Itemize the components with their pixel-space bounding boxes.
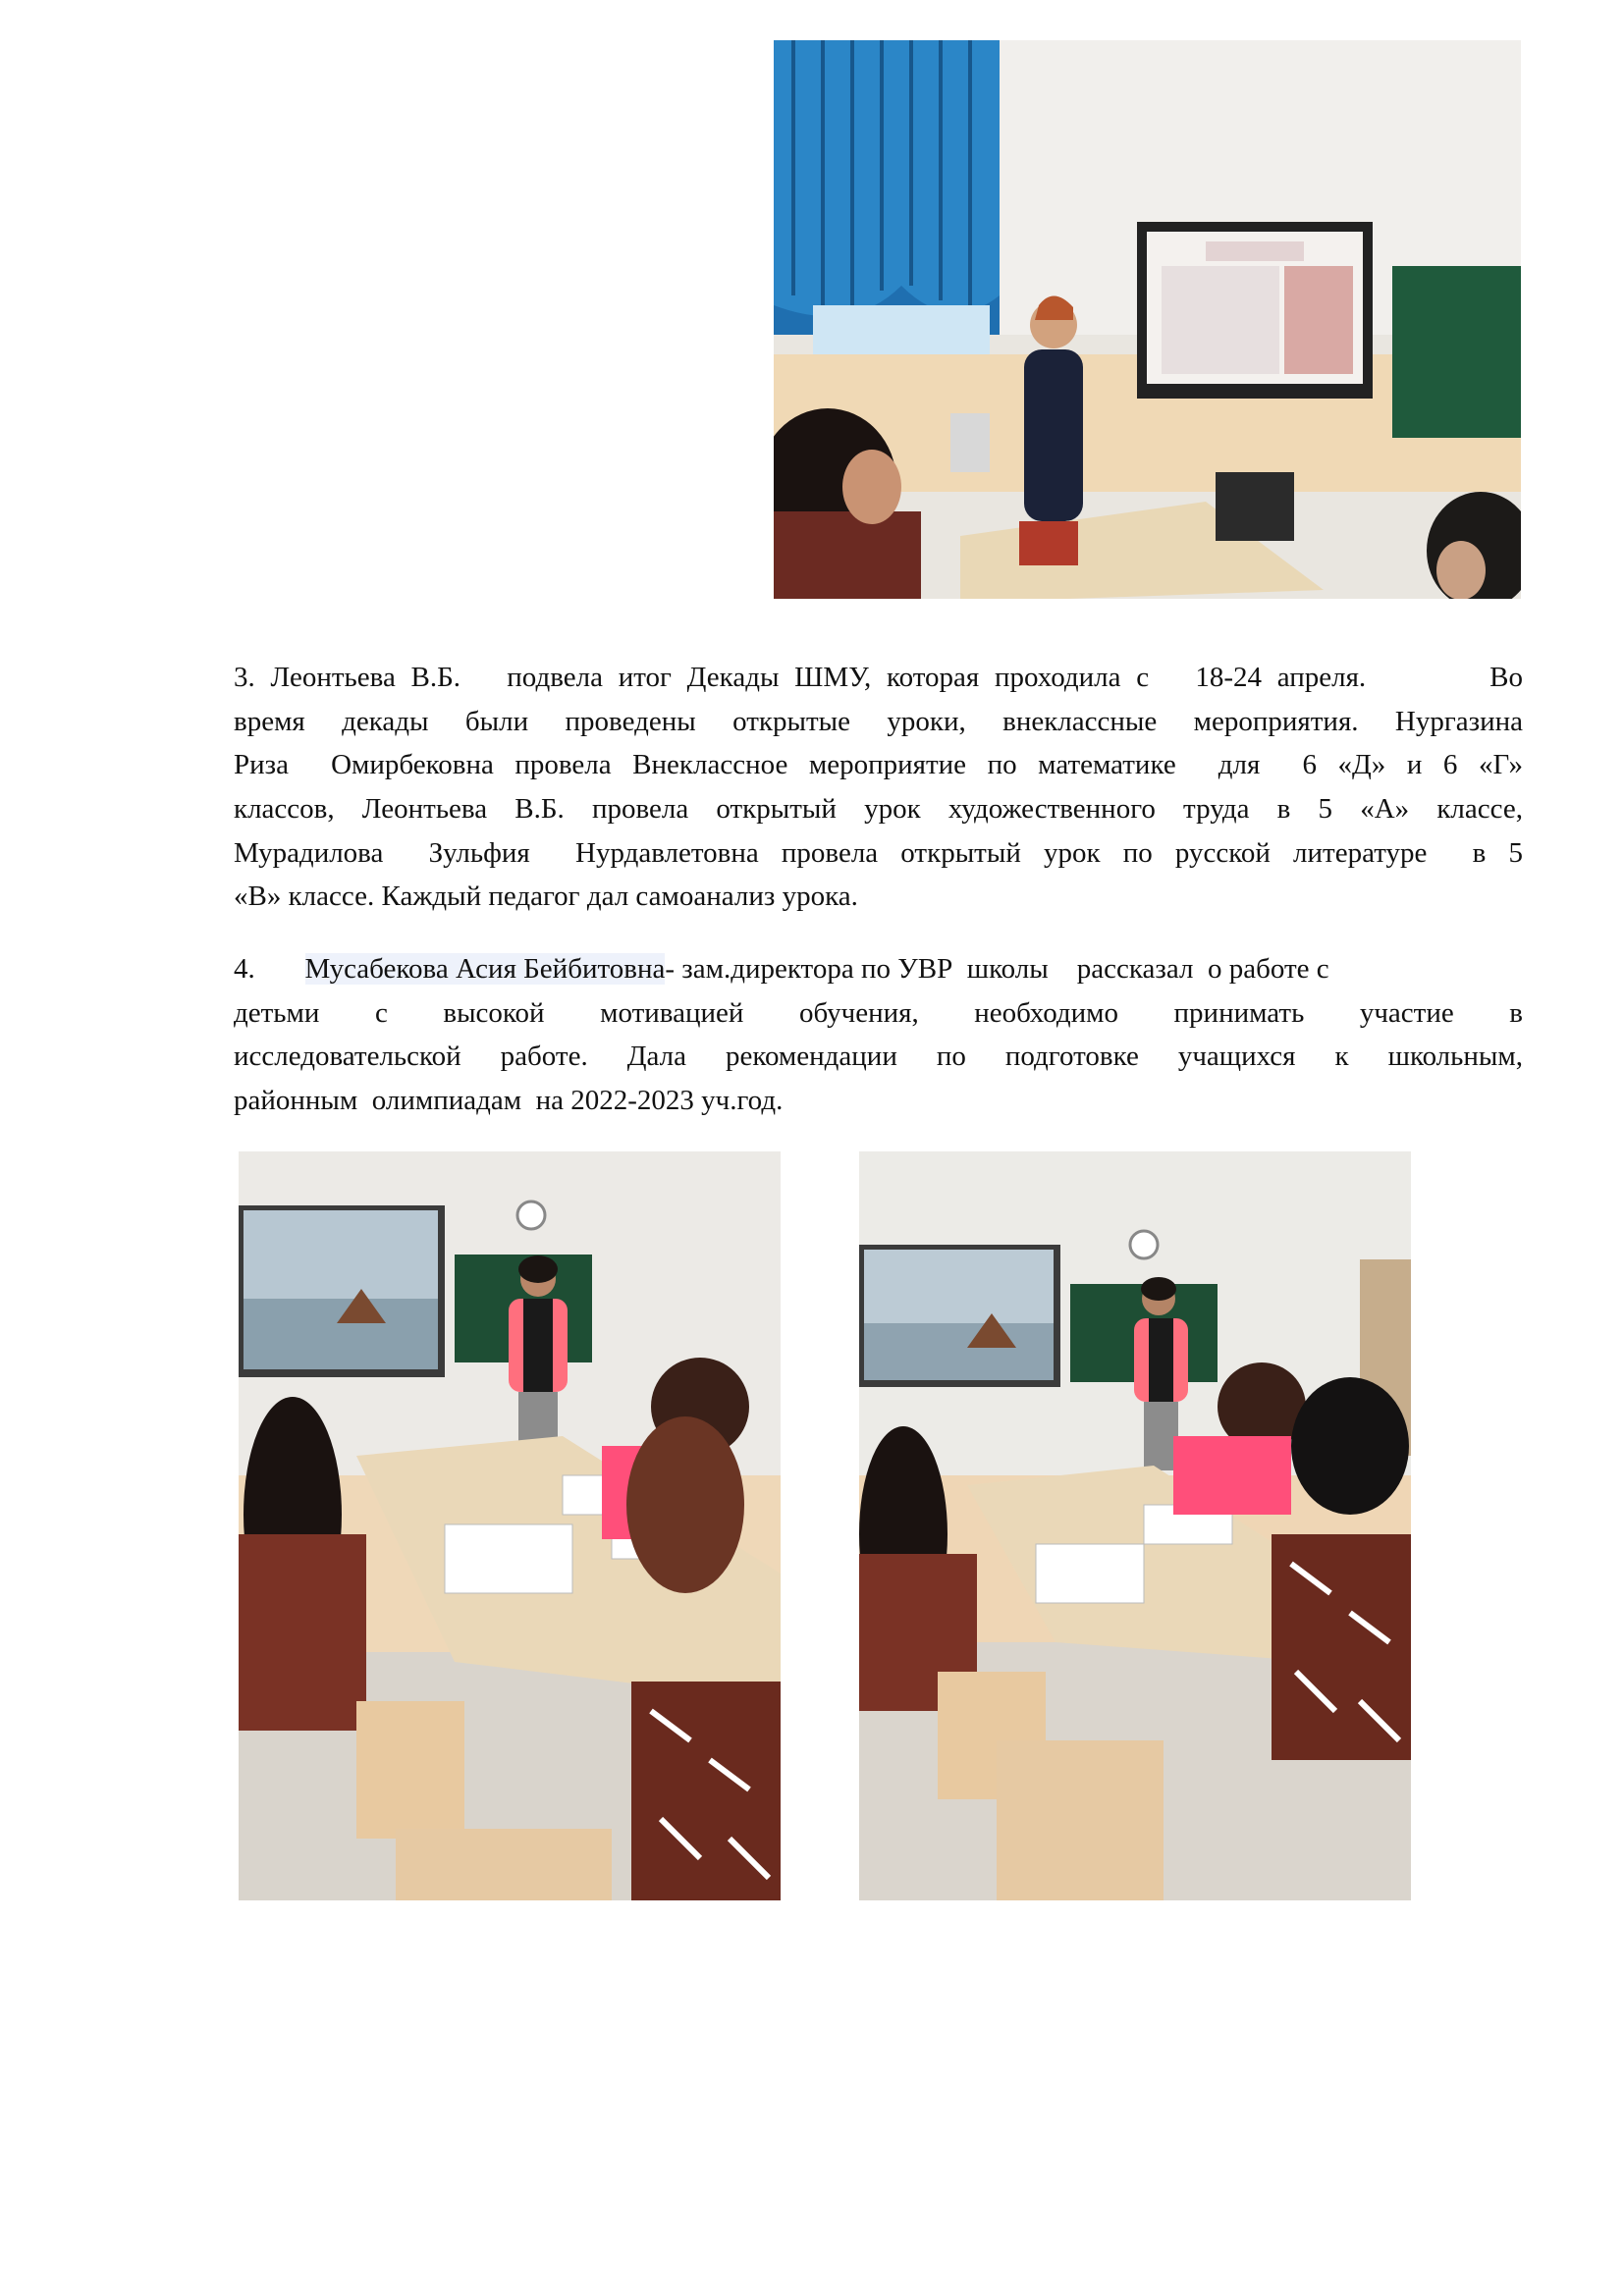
paragraph-line: время декады были проведены открытые уроки, внеклассные мероприятия. Нургазина [234, 705, 1523, 737]
paragraph-line: Мурадилова Зульфия Нурдавлетовна провела открытый урок по русской литературе в 5 [234, 836, 1523, 869]
highlighted-name: Мусабекова Асия Бейбитовна [304, 953, 666, 985]
paragraph-line [234, 947, 1523, 991]
classroom-photo-icon [774, 40, 1521, 599]
paragraph-item-3 [234, 656, 1523, 919]
paragraph-item-4 [234, 947, 1523, 1123]
paragraph-line: Риза Омирбековна провела Внеклассное мероприятие по математике для 6 «Д» и 6 «Г» [234, 749, 1523, 781]
classroom-photo-bottom-right [859, 1151, 1411, 1900]
item-number: 4. [234, 953, 255, 985]
paragraph-line: детьми с высокой мотивацией обучения, необходимо принимать участие в [234, 996, 1523, 1029]
classroom-photo-icon [859, 1151, 1411, 1900]
paragraph-line: исследовательской работе. Дала рекомендации по подготовке учащихся к школьным, [234, 1041, 1523, 1073]
classroom-photo-icon [239, 1151, 781, 1900]
classroom-photo-bottom-left [239, 1151, 781, 1900]
paragraph-line: 3. Леонтьева В.Б. подвела итог Декады ШМУ, которая проходила с 18-24 апреля. Во [234, 662, 1523, 693]
paragraph-line: районным олимпиадам на 2022-2023 уч.год. [234, 1085, 784, 1117]
paragraph-line-rest: - зам.директора по УВР школы рассказал о работе с [665, 953, 1329, 985]
classroom-photo-top [774, 40, 1521, 599]
paragraph-line: «В» классе. Каждый педагог дал самоанализ урока. [234, 881, 858, 913]
paragraph-line: классов, Леонтьева В.Б. провела открытый урок художественного труда в 5 «А» классе, [234, 793, 1523, 826]
